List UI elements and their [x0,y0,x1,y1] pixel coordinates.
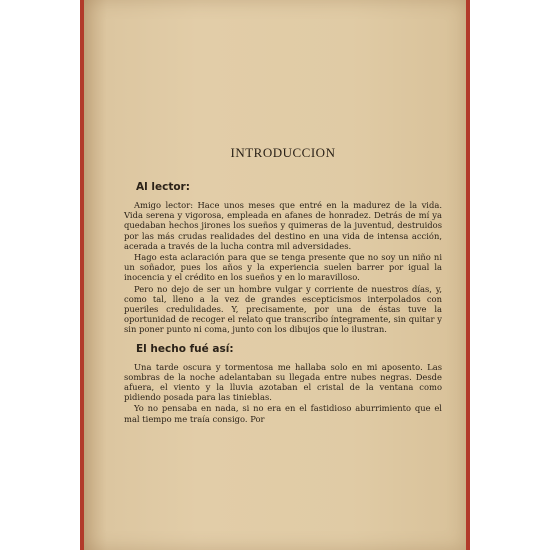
paragraph: Yo no pensaba en nada, si no era en el fastidioso aburrimiento que el mal tiempo me traía consigo. Por [124,403,442,424]
chapter-title: INTRODUCCION [230,145,336,160]
paragraph: Hago esta aclaración para que se tenga presente que no soy un niño ni un soñador, pues los años y la experiencia suelen barrer por igual la inocencia y el crédito en los sueños y en lo maravilloso. [124,252,442,283]
book-page [84,0,466,550]
section-heading-al-lector: Al lector: [136,181,190,193]
page-text [124,145,442,424]
paragraph: Pero no dejo de ser un hombre vulgar y corriente de nuestros días, y, como tal, lleno a la vez de grandes escepticismos interpolados con pueriles credulidades. Y, precisamente, por una de éstas tuve la oportunidad de recoger el relato que transcribo íntegramente, sin quitar y sin poner punto ni coma, junto con los dibujos que lo ilustran. [124,283,442,335]
paragraph: Amigo lector: Hace unos meses que entré en la madurez de la vida. Vida serena y vigorosa, empleada en afanes de honradez. Detrás de mí ya quedaban hechos jirones los sueños y quimeras de la juventud, destruidos por las más crudas realidades del destino en una vida de intensa acción, acerada a través de la lucha contra mil adversidades. [124,200,442,251]
paragraph: Una tarde oscura y tormentosa me hallaba solo en mi aposento. Las sombras de la noche adelantaban su llegada entre nubes negras. Desde afuera, el viento y la lluvia azotaban el cristal de la ventana como pidiendo posada para las tinieblas. [124,361,442,403]
section-heading-el-hecho: El hecho fué así: [136,342,234,355]
